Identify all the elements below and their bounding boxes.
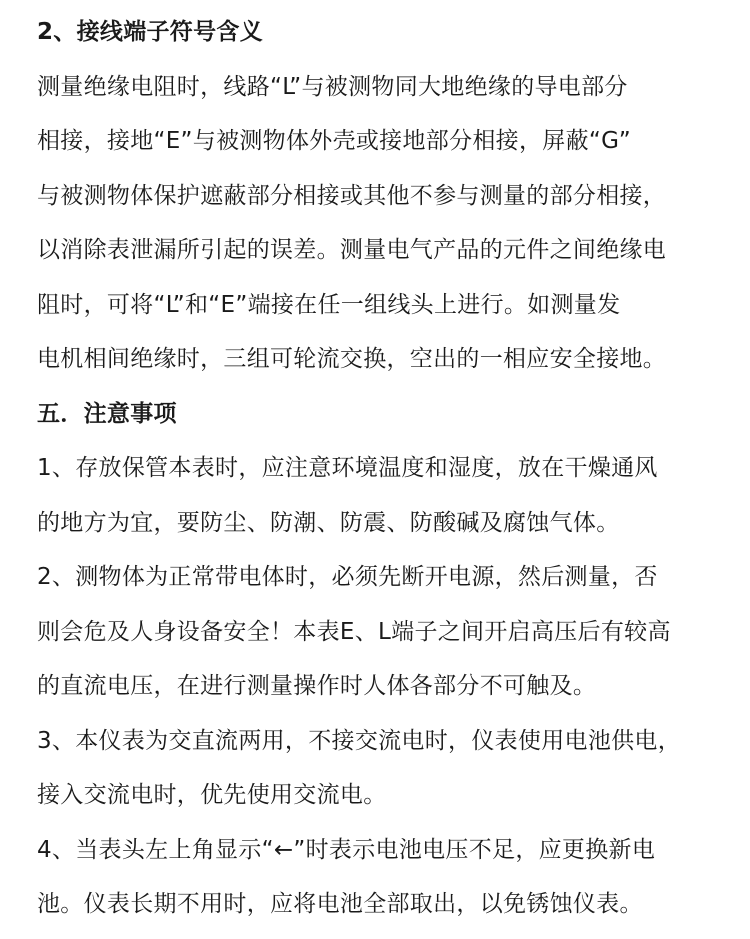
text-line: 1、存放保管本表时，应注意环境温度和湿度，放在干燥通风 — [37, 455, 658, 481]
section-heading-terminal-symbols: 2、接线端子符号含义 — [37, 19, 264, 45]
text-line: 测量绝缘电阻时，线路“L”与被测物同大地绝缘的导电部分 — [37, 73, 628, 100]
text-line: 相接，接地“E”与被测物体外壳或接地部分相接，屏蔽“G” — [37, 128, 631, 154]
text-line: 则会危及人身设备安全！本表E、L端子之间开启高压后有较高 — [37, 618, 671, 645]
text-line: 3、本仪表为交直流两用，不接交流电时，仪表使用电池供电， — [37, 727, 682, 754]
text-line: 池。仪表长期不用时，应将电池全部取出，以免锈蚀仪表。 — [37, 891, 643, 917]
note-item-2 — [37, 557, 750, 721]
paragraph-terminal-description — [37, 67, 750, 394]
text-line: 的直流电压，在进行测量操作时人体各部分不可触及。 — [37, 673, 597, 699]
text-line: 以消除表泄漏所引起的误差。测量电气产品的元件之间绝缘电 — [37, 237, 667, 263]
note-item-3 — [37, 721, 750, 830]
text-line: 4、当表头左上角显示“←”时表示电池电压不足，应更换新电 — [37, 836, 656, 863]
text-line: 阻时，可将“L”和“E”端接在任一组线头上进行。如测量发 — [37, 291, 621, 318]
section-heading-precautions: 五．注意事项 — [37, 400, 177, 427]
text-line: 与被测物体保护遮蔽部分相接或其他不参与测量的部分相接， — [37, 182, 667, 209]
text-line: 接入交流电时，优先使用交流电。 — [37, 782, 387, 808]
text-line: 电机相间绝缘时，三组可轮流交换，空出的一相应安全接地。 — [37, 346, 667, 372]
note-item-4 — [37, 830, 750, 939]
note-item-1 — [37, 448, 750, 557]
text-line: 的地方为宜，要防尘、防潮、防震、防酸碱及腐蚀气体。 — [37, 509, 620, 536]
text-line: 2、测物体为正常带电体时，必须先断开电源，然后测量，否 — [37, 564, 658, 590]
